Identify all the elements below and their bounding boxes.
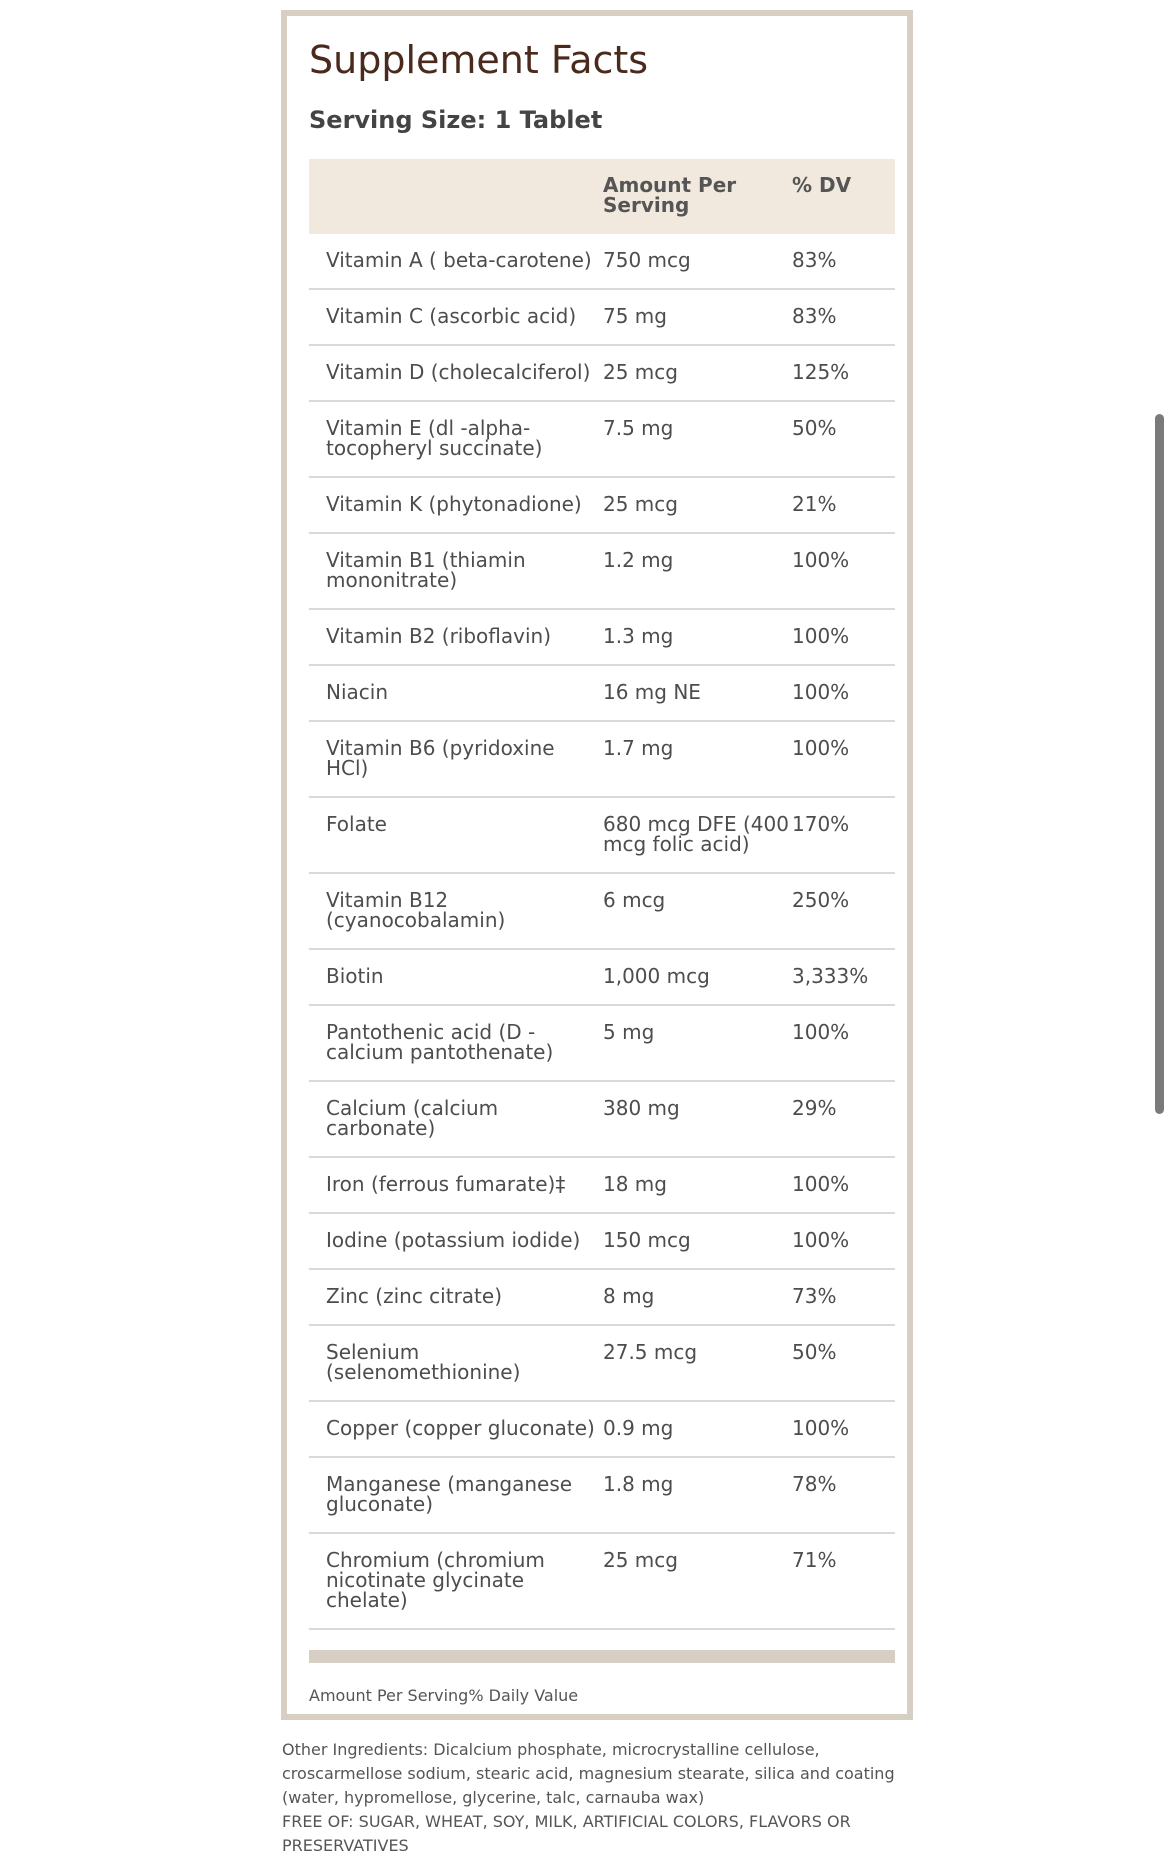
nutrient-dv: 100% xyxy=(792,1401,895,1457)
nutrient-dv: 100% xyxy=(792,533,895,609)
supplement-facts-panel xyxy=(281,10,913,1720)
table-row xyxy=(309,1457,895,1533)
nutrient-name: Vitamin K (phytonadione) xyxy=(309,477,603,533)
header-amount: Amount Per Serving xyxy=(603,173,737,217)
table-row xyxy=(309,533,895,609)
nutrient-dv: 50% xyxy=(792,1325,895,1401)
table-row xyxy=(309,234,895,289)
table-row xyxy=(309,665,895,721)
nutrient-dv: 3,333% xyxy=(792,949,895,1005)
nutrient-name: Pantothenic acid (D -calcium pantothenate) xyxy=(309,1005,603,1081)
nutrient-name: Chromium (chromium nicotinate glycinate chelate) xyxy=(309,1533,603,1629)
table-row xyxy=(309,1325,895,1401)
nutrient-dv: 50% xyxy=(792,401,895,477)
header-nutrient xyxy=(309,159,603,234)
nutrient-amount: 1,000 mcg xyxy=(603,949,792,1005)
nutrient-amount: 1.2 mg xyxy=(603,533,792,609)
nutrient-name: Iron (ferrous fumarate)‡ xyxy=(309,1157,603,1213)
table-row xyxy=(309,1157,895,1213)
nutrient-dv: 100% xyxy=(792,609,895,665)
ingredients-block xyxy=(282,1738,912,1858)
free-of-statement: FREE OF: SUGAR, WHEAT, SOY, MILK, ARTIFICIAL COLORS, FLAVORS OR PRESERVATIVES xyxy=(282,1812,851,1855)
nutrient-amount: 380 mg xyxy=(603,1081,792,1157)
nutrient-dv: 83% xyxy=(792,234,895,289)
nutrient-amount: 0.9 mg xyxy=(603,1401,792,1457)
table-row xyxy=(309,477,895,533)
facts-footnote: Amount Per Serving% Daily Value xyxy=(309,1686,579,1705)
nutrient-dv: 100% xyxy=(792,665,895,721)
nutrient-name: Vitamin C (ascorbic acid) xyxy=(309,289,603,345)
nutrient-amount: 25 mcg xyxy=(603,345,792,401)
nutrient-name: Niacin xyxy=(309,665,603,721)
nutrient-name: Folate xyxy=(309,797,603,873)
nutrient-amount: 25 mcg xyxy=(603,1533,792,1629)
nutrient-amount: 150 mcg xyxy=(603,1213,792,1269)
nutrient-amount: 750 mcg xyxy=(603,234,792,289)
nutrient-amount: 680 mcg DFE (400 mcg folic acid) xyxy=(603,797,792,873)
nutrient-amount: 8 mg xyxy=(603,1269,792,1325)
nutrient-dv: 21% xyxy=(792,477,895,533)
table-row xyxy=(309,289,895,345)
nutrient-name: Calcium (calcium carbonate) xyxy=(309,1081,603,1157)
table-row xyxy=(309,873,895,949)
nutrient-dv: 100% xyxy=(792,1005,895,1081)
nutrient-dv: 73% xyxy=(792,1269,895,1325)
nutrient-dv: 29% xyxy=(792,1081,895,1157)
nutrient-name: Biotin xyxy=(309,949,603,1005)
nutrient-amount: 25 mcg xyxy=(603,477,792,533)
nutrient-amount: 18 mg xyxy=(603,1157,792,1213)
facts-table-header xyxy=(309,159,895,234)
nutrient-name: Vitamin B12 (cyanocobalamin) xyxy=(309,873,603,949)
nutrient-name: Iodine (potassium iodide) xyxy=(309,1213,603,1269)
nutrient-amount: 16 mg NE xyxy=(603,665,792,721)
nutrient-name: Vitamin B6 (pyridoxine HCl) xyxy=(309,721,603,797)
nutrient-amount: 27.5 mcg xyxy=(603,1325,792,1401)
header-dv: % DV xyxy=(792,173,852,197)
nutrient-amount: 1.7 mg xyxy=(603,721,792,797)
nutrient-dv: 100% xyxy=(792,1157,895,1213)
nutrient-name: Zinc (zinc citrate) xyxy=(309,1269,603,1325)
scrollbar-thumb[interactable] xyxy=(1155,414,1164,1114)
nutrient-name: Vitamin B1 (thiamin mononitrate) xyxy=(309,533,603,609)
nutrient-dv: 125% xyxy=(792,345,895,401)
facts-table xyxy=(309,159,895,1630)
nutrient-dv: 83% xyxy=(792,289,895,345)
table-row xyxy=(309,1533,895,1629)
other-ingredients: Other Ingredients: Dicalcium phosphate, microcrystalline cellulose, croscarmellose sodium, stearic acid, magnesium stearate, silica and coating (water, hypromellose, glycerine, talc, carnauba wax) xyxy=(282,1740,895,1807)
nutrient-dv: 100% xyxy=(792,721,895,797)
nutrient-dv: 100% xyxy=(792,1213,895,1269)
nutrient-amount: 7.5 mg xyxy=(603,401,792,477)
nutrient-amount: 75 mg xyxy=(603,289,792,345)
nutrient-name: Vitamin E (dl -alpha-tocopheryl succinate) xyxy=(309,401,603,477)
facts-title: Supplement Facts xyxy=(309,38,649,82)
table-row xyxy=(309,721,895,797)
nutrient-name: Copper (copper gluconate) xyxy=(309,1401,603,1457)
nutrient-dv: 78% xyxy=(792,1457,895,1533)
table-row xyxy=(309,1401,895,1457)
facts-table-wrap xyxy=(309,159,895,1630)
nutrient-name: Selenium (selenomethionine) xyxy=(309,1325,603,1401)
nutrient-dv: 250% xyxy=(792,873,895,949)
table-row xyxy=(309,401,895,477)
table-row xyxy=(309,1005,895,1081)
nutrient-name: Vitamin A ( beta-carotene) xyxy=(309,234,603,289)
nutrient-dv: 170% xyxy=(792,797,895,873)
nutrient-name: Vitamin B2 (riboflavin) xyxy=(309,609,603,665)
serving-size: Serving Size: 1 Tablet xyxy=(309,106,603,134)
table-row xyxy=(309,1269,895,1325)
bottom-divider-bar xyxy=(309,1650,895,1663)
nutrient-name: Manganese (manganese gluconate) xyxy=(309,1457,603,1533)
nutrient-amount: 1.3 mg xyxy=(603,609,792,665)
table-row xyxy=(309,1081,895,1157)
nutrient-dv: 71% xyxy=(792,1533,895,1629)
nutrient-name: Vitamin D (cholecalciferol) xyxy=(309,345,603,401)
nutrient-amount: 5 mg xyxy=(603,1005,792,1081)
nutrient-amount: 1.8 mg xyxy=(603,1457,792,1533)
table-row xyxy=(309,797,895,873)
table-row xyxy=(309,345,895,401)
facts-table-body xyxy=(309,234,895,1629)
nutrient-amount: 6 mcg xyxy=(603,873,792,949)
table-row xyxy=(309,949,895,1005)
table-row xyxy=(309,609,895,665)
table-row xyxy=(309,1213,895,1269)
